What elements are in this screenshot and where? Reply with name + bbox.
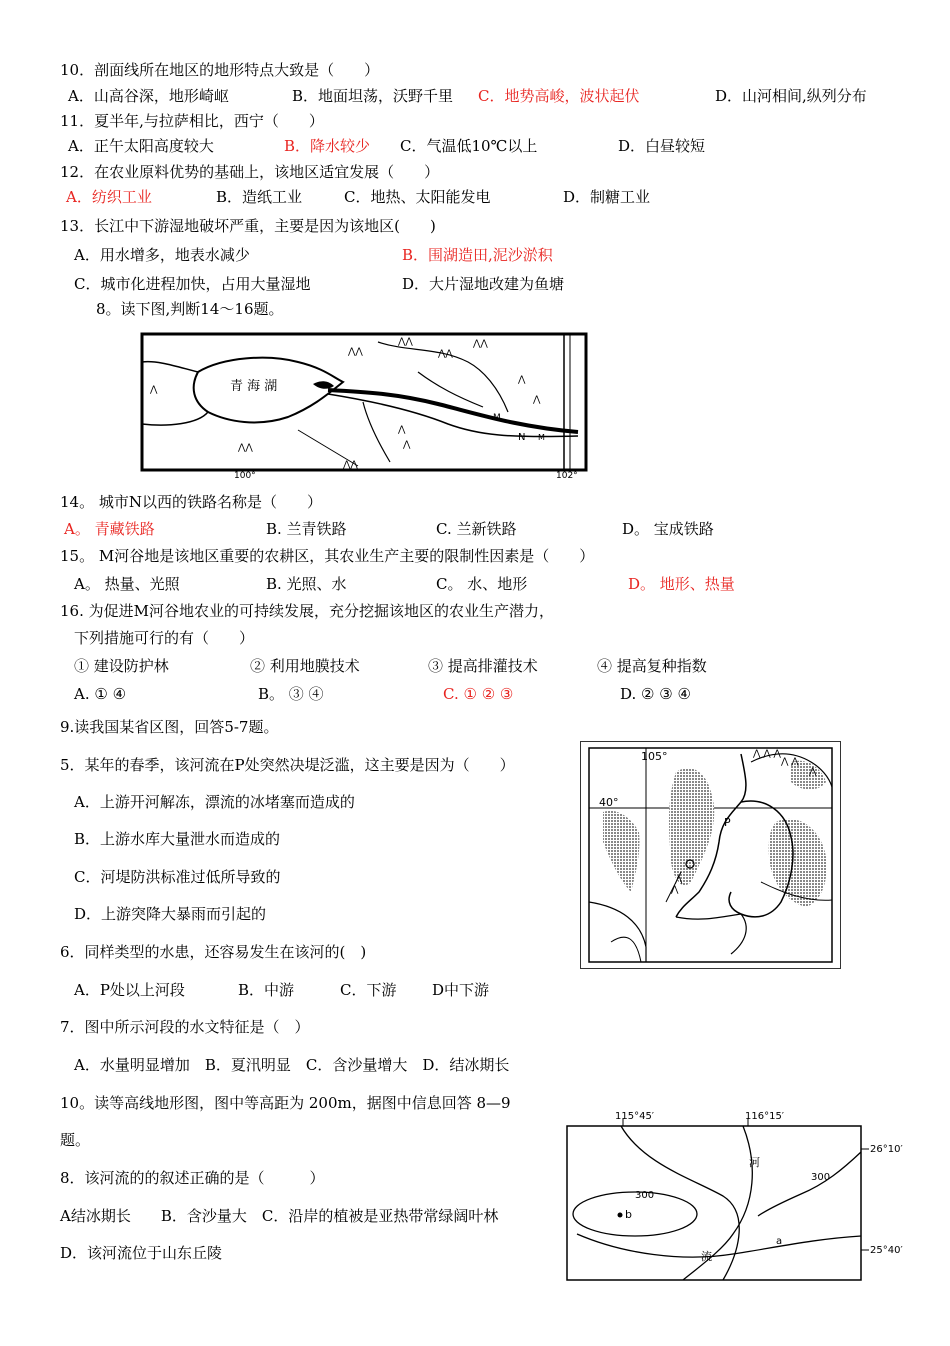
lake-label: 青 海 湖 (230, 379, 278, 394)
point-a-label: a (776, 1236, 783, 1247)
qinghai-lake-map (138, 332, 588, 480)
lon-100-label: 100° (234, 471, 256, 480)
point-b-label: b (625, 1208, 632, 1221)
q6-option-a: A．P处以上河段 (74, 981, 185, 999)
q5-option-a: A．上游开河解冻，漂流的冰堵塞而造成的 (74, 793, 355, 811)
svg-text:M: M (538, 433, 545, 442)
q16-option-d: D. ② ③ ④ (620, 685, 691, 703)
svg-text:⋀⋀: ⋀⋀ (348, 347, 363, 357)
lon-115-45-label: 115°45′ (615, 1111, 655, 1122)
q16-measure-3: ③ 提高排灌技术 (428, 657, 538, 675)
city-m-label: M (493, 413, 501, 423)
q5-option-c: C．河堤防洪标准过低所导致的 (74, 868, 281, 886)
q13-option-a: A．用水增多，地表水减少 (74, 246, 250, 264)
svg-text:⋀ ⋀ ⋀: ⋀ ⋀ ⋀ (753, 749, 781, 759)
river-label-top: 河 (749, 1156, 760, 1169)
q16-measure-2: ② 利用地膜技术 (250, 657, 360, 675)
svg-text:⋀: ⋀ (809, 767, 817, 777)
river-label-bottom: 流 (701, 1250, 712, 1263)
q10-option-c-answer: C．地势高峻，波状起伏 (478, 87, 640, 105)
lon-102-label: 102° (556, 471, 578, 480)
svg-text:⋀⋀: ⋀⋀ (398, 337, 413, 347)
q8-options-abc: A结冰期长 B．含沙量大 C．沿岸的植被是亚热带常绿阔叶林 (60, 1207, 499, 1225)
q5-option-b: B．上游水库大量泄水而造成的 (74, 830, 281, 848)
q11-option-d: D．白昼较短 (618, 137, 706, 155)
lon-116-15-label: 116°15′ (745, 1111, 785, 1122)
q14-option-d: D。 宝成铁路 (622, 520, 714, 538)
q11-option-b-answer: B．降水较少 (284, 137, 371, 155)
q13-stem: 13．长江中下游湿地破坏严重，主要是因为该地区( ) (60, 217, 436, 235)
contour-300-left-label: 300 (635, 1190, 655, 1201)
q14-option-a-answer: A。 青藏铁路 (64, 520, 155, 538)
svg-text:⋀: ⋀ (403, 440, 411, 450)
q13-option-d: D．大片湿地改建为鱼塘 (402, 275, 565, 293)
q13-option-b-answer: B．围湖造田,泥沙淤积 (402, 246, 553, 264)
q7-options: A．水量明显增加 B．夏汛明显 C．含沙量增大 D．结冰期长 (74, 1056, 510, 1074)
q10-option-a: A．山高谷深，地形崎岖 (68, 87, 229, 105)
lon-105-label: 105° (641, 750, 668, 763)
q11-option-c: C．气温低10℃以上 (400, 137, 538, 155)
q10-option-b: B．地面坦荡，沃野千里 (292, 87, 454, 105)
lat-40-label: 40° (599, 796, 619, 809)
lat-25-40-label: 25°40′ (870, 1245, 903, 1256)
q16-stem-line1: 16. 为促进M河谷地农业的可持续发展，充分挖掘该地区的农业生产潜力， (60, 602, 554, 620)
intro-14-16: 8。读下图,判断14～16题。 (96, 300, 284, 318)
svg-text:⋀: ⋀ (398, 425, 406, 435)
q6-option-b: B．中游 (238, 981, 295, 999)
province-map (580, 741, 841, 969)
q10-stem: 10．剖面线所在地区的地形特点大致是（ ） (60, 61, 380, 79)
svg-text:⋀ ⋀: ⋀ ⋀ (781, 757, 799, 767)
q6-option-c: C．下游 (340, 981, 397, 999)
svg-text:⋀: ⋀ (533, 395, 541, 405)
intro-5-7: 9.读我国某省区图，回答5-7题。 (60, 718, 279, 736)
svg-text:⋀⋀: ⋀⋀ (238, 443, 253, 453)
q14-option-c: C. 兰新铁路 (436, 520, 517, 538)
q16-stem-line2: 下列措施可行的有（ ） (74, 629, 255, 647)
q12-option-a-answer: A．纺织工业 (66, 188, 152, 206)
q5-option-d: D．上游突降大暴雨而引起的 (74, 905, 267, 923)
q8-option-d: D．该河流位于山东丘陵 (60, 1244, 223, 1262)
q12-option-d: D．制糖工业 (563, 188, 651, 206)
q11-option-a: A．正午太阳高度较大 (68, 137, 214, 155)
q12-option-b: B．造纸工业 (216, 188, 303, 206)
point-p-label: P (724, 816, 731, 829)
q7-stem: 7．图中所示河段的水文特征是（ ） (60, 1018, 310, 1036)
q12-option-c: C．地热、太阳能发电 (344, 188, 491, 206)
q12-stem: 12．在农业原料优势的基础上，该地区适宜发展（ ） (60, 163, 440, 181)
contour-300-right-label: 300 (811, 1172, 831, 1183)
svg-text:⋀: ⋀ (150, 385, 158, 395)
q15-stem: 15。 M河谷地是该地区重要的农耕区，其农业生产主要的限制性因素是（ ） (60, 547, 595, 565)
svg-text:⋀⋀: ⋀⋀ (438, 349, 453, 359)
svg-text:⋀: ⋀ (518, 375, 526, 385)
svg-text:⋀⋀: ⋀⋀ (343, 460, 358, 470)
q16-option-b: B。 ③ ④ (258, 685, 324, 703)
q16-option-a: A. ① ④ (74, 685, 127, 703)
q16-measure-4: ④ 提高复种指数 (597, 657, 707, 675)
svg-text:⋀: ⋀ (671, 885, 679, 895)
q13-option-c: C．城市化进程加快，占用大量湿地 (74, 275, 311, 293)
city-n-label: N (518, 432, 526, 443)
q14-stem: 14。 城市N以西的铁路名称是（ ） (60, 493, 322, 511)
q6-option-d: D中下游 (432, 981, 490, 999)
q6-stem: 6．同样类型的水患，还容易发生在该河的( ) (60, 943, 367, 961)
q5-stem: 5．某年的春季，该河流在P处突然决堤泛滥，这主要是因为（ ） (60, 756, 515, 774)
q16-option-c-answer: C. ① ② ③ (443, 685, 514, 703)
q14-option-b: B. 兰青铁路 (266, 520, 347, 538)
svg-text:⋀: ⋀ (675, 875, 683, 885)
intro-8-9-line1: 10。读等高线地形图，图中等高距为 200m，据图中信息回答 8—9 (60, 1094, 511, 1112)
q8-stem: 8．该河流的的叙述正确的是（ ） (60, 1169, 325, 1187)
q11-stem: 11．夏半年,与拉萨相比，西宁（ ） (60, 112, 324, 130)
q15-option-c: C。 水、地形 (436, 575, 528, 593)
q15-option-a: A。 热量、光照 (74, 575, 180, 593)
lat-26-10-label: 26°10′ (870, 1144, 903, 1155)
q10-option-d: D．山河相间,纵列分布 (715, 87, 867, 105)
q15-option-b: B. 光照、水 (266, 575, 347, 593)
contour-map (563, 1104, 917, 1284)
q16-measure-1: ① 建设防护林 (74, 657, 169, 675)
svg-text:⋀⋀: ⋀⋀ (473, 339, 488, 349)
q15-option-d-answer: D。 地形、热量 (628, 575, 735, 593)
intro-8-9-line2: 题。 (60, 1131, 91, 1149)
